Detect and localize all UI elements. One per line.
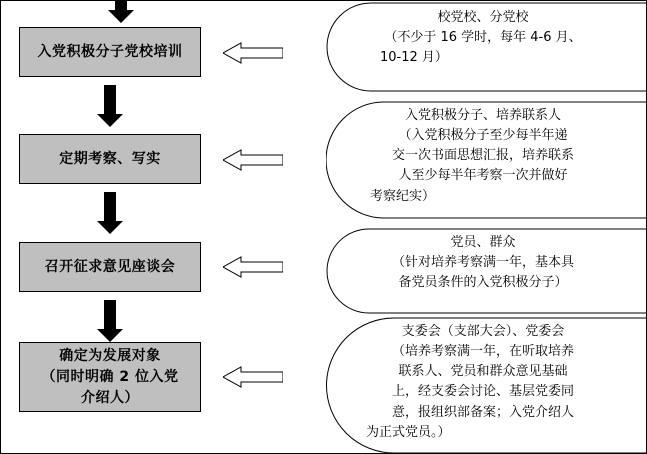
step-label-line: （同时明确 2 位入党 (41, 368, 179, 385)
note-line: 意，报组织部备案；入党介绍人 (391, 404, 574, 420)
arrow-down-step3-step4 (97, 300, 123, 342)
callout-arrow-target (223, 366, 283, 388)
note-line: 入党积极分子、培养联系人 (404, 108, 561, 123)
note-text-inspection (326, 101, 647, 213)
note-line: 上，经支委会讨论、基层党委同 (391, 384, 574, 400)
note-party-school (326, 2, 647, 92)
arrow-down-into-step-1 (108, 1, 134, 23)
note-line: 10-12 月） (380, 50, 448, 66)
step-box-determine-target[interactable] (19, 342, 201, 412)
callout-arrow-opinion (223, 256, 283, 278)
note-line: 党员、群众 (450, 235, 516, 250)
step-label-determine-target (36, 346, 185, 409)
note-opinion (326, 228, 647, 314)
note-line: （不少于 16 学时，每年 4-6 月、 (384, 30, 582, 46)
note-line: 校党校、分党校 (437, 10, 529, 25)
note-line: 支委会（支部大会）、党委会 (401, 324, 565, 339)
note-line: 交一次书面思想汇报，培养联系 (391, 148, 574, 164)
arrow-down-step1-step2 (97, 85, 123, 127)
note-line: 备党员条件的入党积极分子） (398, 275, 568, 291)
step-label-party-school-training: 入党积极分子党校培训 (37, 43, 183, 60)
step-label-periodic-inspection: 定期考察、写实 (59, 150, 161, 167)
note-line: （培养考察满一年，在听取培养 (391, 344, 574, 360)
step-box-periodic-inspection[interactable] (19, 134, 201, 184)
note-line: （针对培养考察满一年，基本具 (391, 255, 574, 271)
step-label-line: 确定为发展对象 (59, 347, 161, 364)
note-inspection (326, 101, 647, 219)
note-line: （入党积极分子至少每半年递 (398, 128, 568, 144)
note-target (326, 317, 647, 454)
step-label-opinion-meeting: 召开征求意见座谈会 (44, 258, 176, 275)
note-line: 为正式党员。） (366, 424, 451, 440)
step-box-opinion-meeting[interactable] (19, 242, 201, 292)
note-line: 人至少每半年考察一次并做好 (398, 168, 568, 184)
note-line: 考察纪实） (370, 188, 436, 204)
step-box-party-school-training[interactable] (19, 27, 201, 77)
note-text-opinion (326, 228, 647, 299)
note-text-target (326, 317, 647, 449)
callout-arrow-party-school (223, 42, 283, 64)
note-text-party-school (326, 2, 647, 74)
arrow-down-step2-step3 (97, 192, 123, 234)
callout-arrow-inspection (223, 149, 283, 171)
note-line: 联系人、党员和群众意见基础 (398, 364, 568, 380)
step-label-line: 介绍人） (81, 389, 139, 406)
